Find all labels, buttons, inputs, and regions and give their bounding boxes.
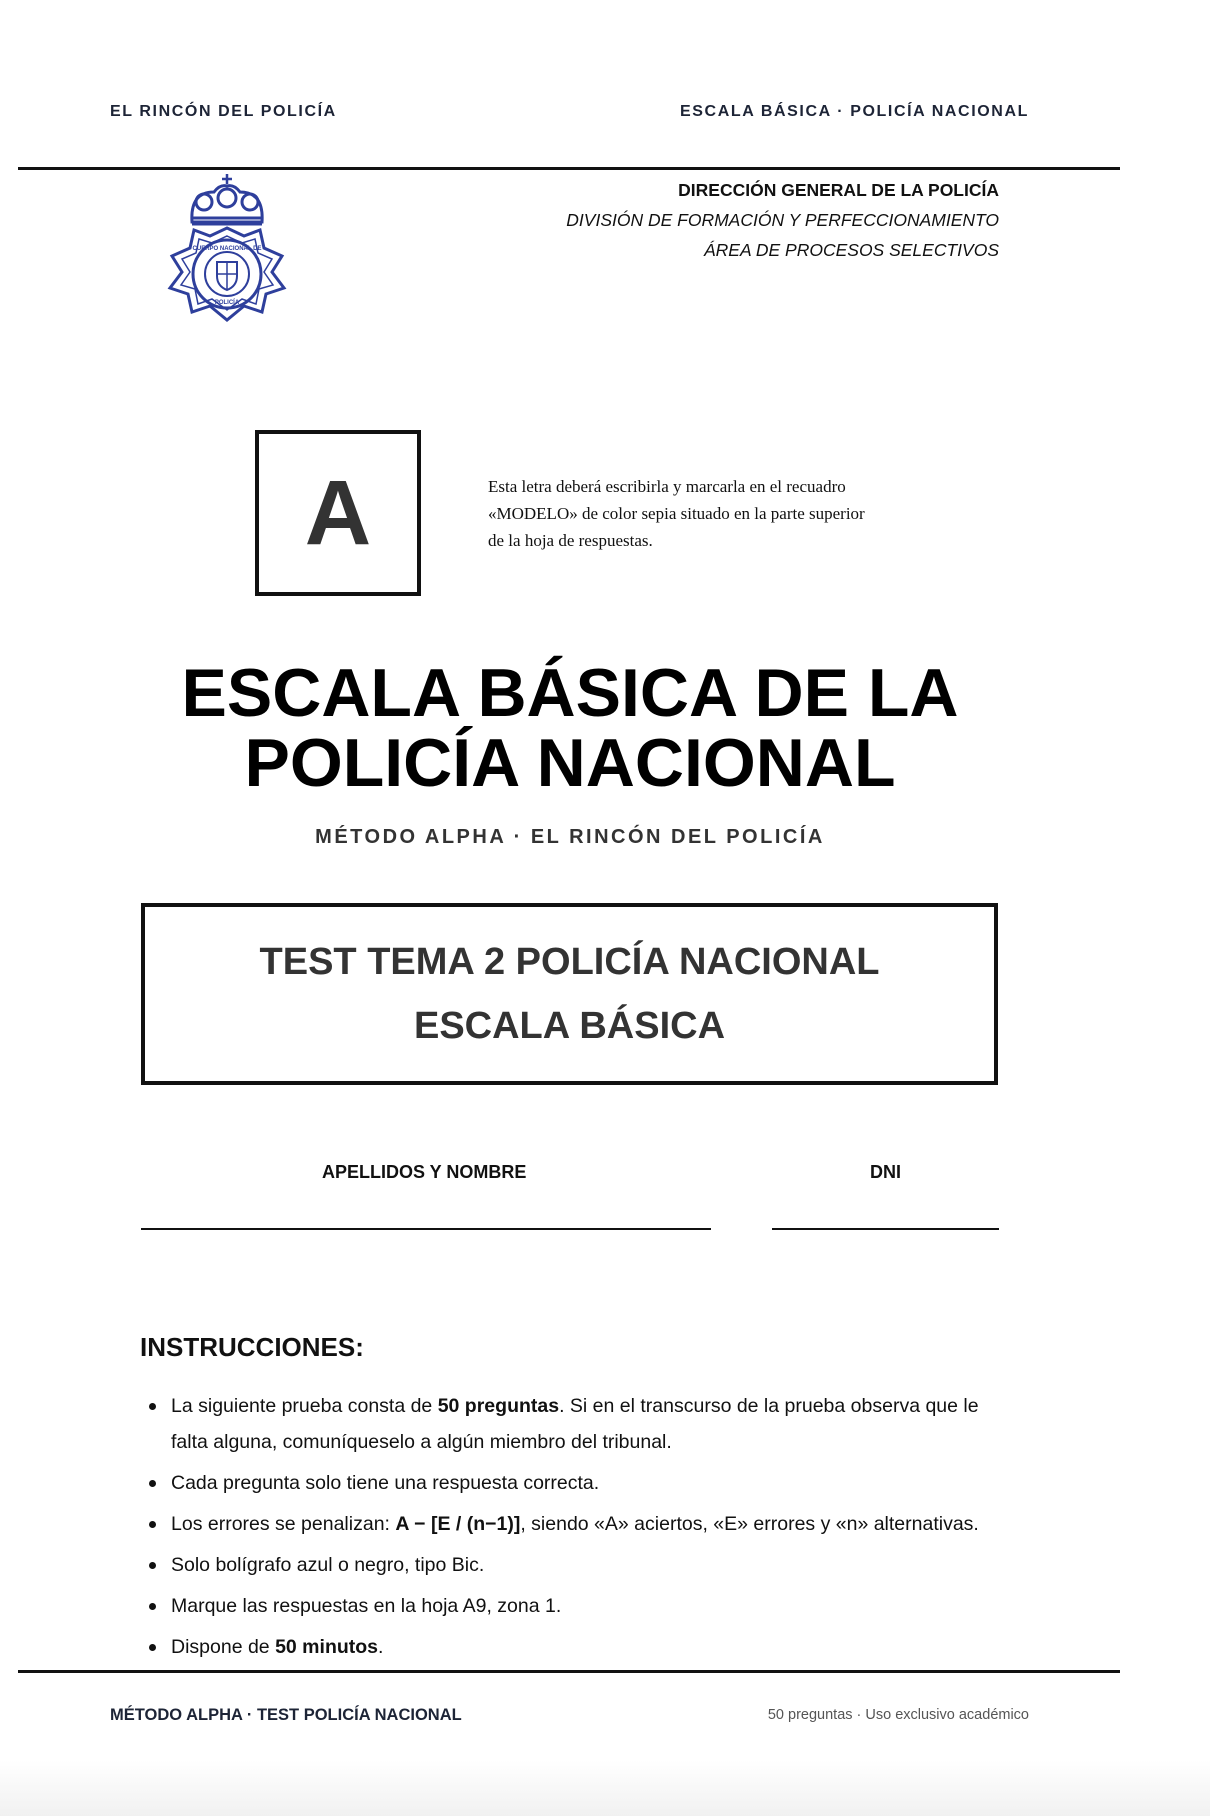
org-line-3: ÁREA DE PROCESOS SELECTIVOS bbox=[704, 240, 999, 260]
instruction-text: . Si en el transcurso de la prueba observa que le falta alguna, comuníqueselo a algún miembro del tribunal. bbox=[171, 1395, 979, 1453]
instruction-text: Cada pregunta solo tiene una respuesta correcta. bbox=[171, 1472, 600, 1494]
main-title-line-1: ESCALA BÁSICA DE LA bbox=[181, 655, 959, 731]
org-line-2: DIVISIÓN DE FORMACIÓN Y PERFECCIONAMIENTO bbox=[566, 210, 999, 230]
instruction-text: Dispone de bbox=[171, 1636, 276, 1658]
main-title-line-2: POLICÍA NACIONAL bbox=[244, 725, 896, 801]
dni-field-label: DNI bbox=[870, 1162, 901, 1182]
instruction-text: , siendo «A» aciertos, «E» errores y «n» alternativas. bbox=[520, 1513, 979, 1535]
dni-field-line[interactable] bbox=[772, 1228, 999, 1230]
subtitle: MÉTODO ALPHA · EL RINCÓN DEL POLICÍA bbox=[315, 826, 825, 848]
organization-block bbox=[566, 175, 999, 265]
org-line-1: DIRECCIÓN GENERAL DE LA POLICÍA bbox=[678, 180, 999, 200]
police-emblem-icon bbox=[162, 170, 292, 342]
instruction-text: Los errores se penalizan: bbox=[171, 1513, 396, 1535]
model-note-line-1: Esta letra deberá escribirla y marcarla en el recuadro bbox=[488, 477, 846, 496]
model-note-line-2: «MODELO» de color sepia situado en la parte superior bbox=[488, 504, 865, 523]
test-title-line-1: TEST TEMA 2 POLICÍA NACIONAL bbox=[259, 941, 880, 983]
instructions-title: INSTRUCCIONES: bbox=[140, 1332, 364, 1362]
main-title bbox=[0, 655, 1140, 801]
emblem-bottom-text: POLICÍA bbox=[214, 300, 240, 306]
name-field-line[interactable] bbox=[141, 1228, 711, 1230]
instruction-item bbox=[140, 1388, 1010, 1460]
instruction-emphasis: 50 minutos bbox=[275, 1636, 379, 1658]
instruction-text: Solo bolígrafo azul o negro, tipo Bic. bbox=[171, 1554, 485, 1576]
footer-brand: MÉTODO ALPHA · TEST POLICÍA NACIONAL bbox=[110, 1706, 462, 1724]
emblem-ring-text: CUERPO NACIONAL DE bbox=[192, 246, 262, 252]
instruction-text: La siguiente prueba consta de bbox=[171, 1395, 438, 1417]
instruction-text: . bbox=[378, 1636, 384, 1658]
instruction-emphasis: 50 preguntas bbox=[437, 1395, 560, 1417]
header-brand: EL RINCÓN DEL POLICÍA bbox=[110, 103, 337, 120]
instruction-item bbox=[140, 1465, 1010, 1501]
name-field-label: APELLIDOS Y NOMBRE bbox=[322, 1162, 527, 1182]
model-note bbox=[488, 473, 888, 554]
model-note-line-3: de la hoja de respuestas. bbox=[488, 531, 653, 550]
footer-divider bbox=[18, 1670, 1120, 1673]
instruction-item bbox=[140, 1629, 1010, 1665]
test-title-box bbox=[141, 903, 998, 1085]
instruction-item bbox=[140, 1547, 1010, 1583]
instruction-text: Marque las respuestas en la hoja A9, zona 1. bbox=[171, 1595, 562, 1617]
test-title-line-2: ESCALA BÁSICA bbox=[413, 1005, 726, 1047]
instruction-emphasis: A − [E / (n−1)] bbox=[395, 1513, 521, 1535]
footer-note: 50 preguntas · Uso exclusivo académico bbox=[767, 1707, 1029, 1723]
instruction-item bbox=[140, 1506, 1010, 1542]
model-letter-box: A bbox=[255, 430, 421, 596]
page-bottom-shade bbox=[0, 1760, 1210, 1816]
header-scale: ESCALA BÁSICA · POLICÍA NACIONAL bbox=[680, 103, 1029, 120]
instruction-item bbox=[140, 1588, 1010, 1624]
instructions-list bbox=[140, 1388, 1010, 1670]
